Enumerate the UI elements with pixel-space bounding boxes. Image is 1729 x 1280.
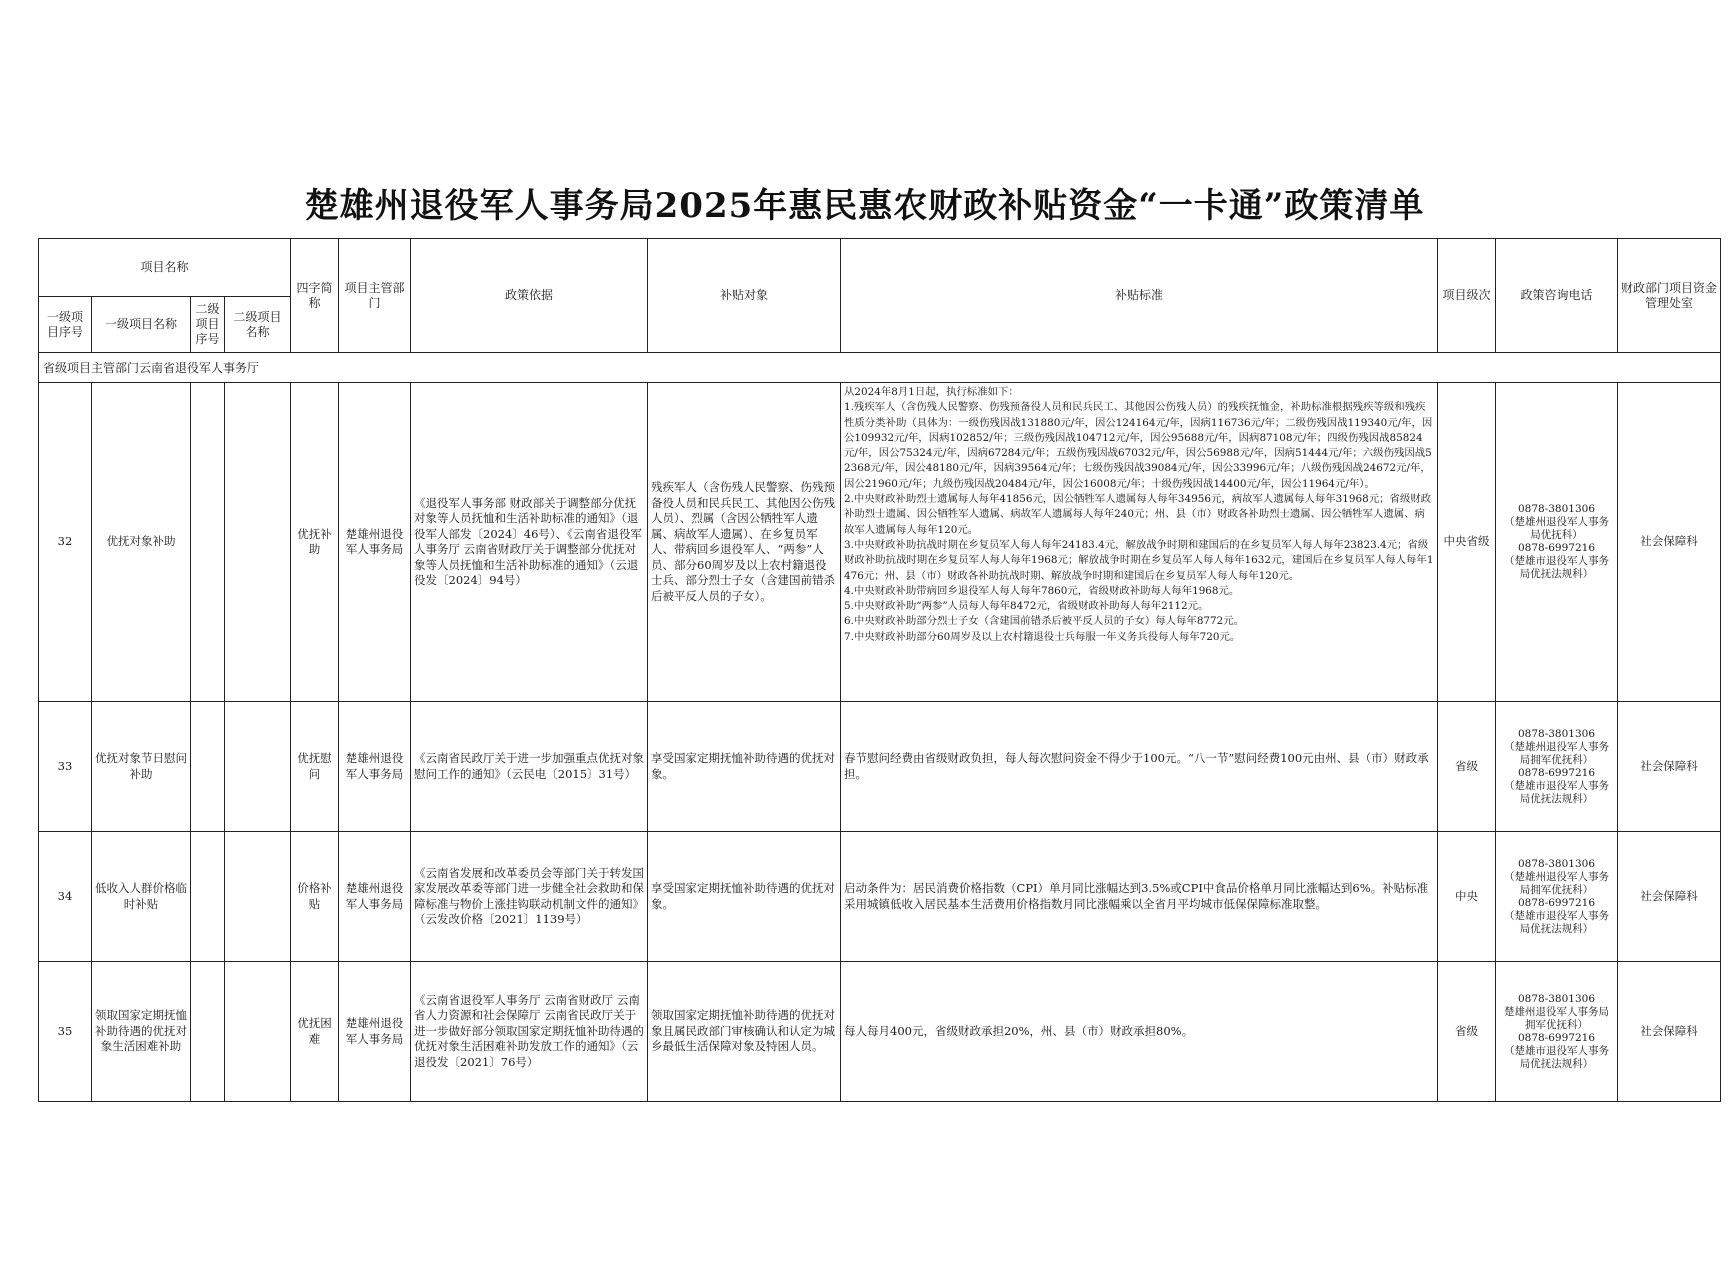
row-basis: 《云南省民政厅关于进一步加强重点优抚对象慰问工作的通知》（云民电〔2015〕31号） — [411, 702, 648, 832]
header-phone: 政策咨询电话 — [1496, 239, 1618, 353]
row-level: 省级 — [1438, 962, 1496, 1102]
phone-number: 0878-3801306 — [1517, 857, 1596, 870]
section-label: 省级项目主管部门云南省退役军人事务厅 — [39, 353, 1721, 383]
phone-number: 0878-3801306 — [1517, 727, 1596, 740]
phone-number: 0878-3801306 — [1517, 992, 1596, 1005]
phone-office: （楚雄市退役军人事务局优抚法规科） — [1504, 1044, 1610, 1070]
standard-line: 1.残疾军人（含伤残人民警察、伤残预备役人员和民兵民工、其他因公伤残人员）的残疾抚恤金，补助标准根据残疾等级和残疾性质分类补助（具体为：一级伤残因战131880元/年，因公124164元/年，因病116736元/年；二级伤残因战119340元/年，因公109932元/年，因病102852/年；三级伤残因战104712元/年，因公95688元/年，因病87108元/年；四级伤残因战85824元/年，因公75324元/年，因病67284元/年；五级伤残因战67032元/年，因公56988元/年，因病51444元/年；六级伤残因战52368元/年，因公48180元/年，因病39564元/年；七级伤残因战39084元/年，因公33996元/年；八级伤残因战24672元/年，因公21960元/年；九级伤残因战20484元/年，因公16008元/年；十级伤残因战14400元/年，因公11964元/年）。 — [844, 401, 1433, 490]
row-phone — [1496, 702, 1618, 832]
table-row — [39, 962, 1721, 1102]
row-phone — [1496, 832, 1618, 962]
phone-number: 0878-6997216 — [1517, 766, 1596, 779]
phone-office: （楚雄市退役军人事务局优抚法规科） — [1504, 909, 1610, 935]
row-l2-name — [225, 962, 291, 1102]
row-level: 省级 — [1438, 702, 1496, 832]
header-l2-name: 二级项目名称 — [225, 297, 291, 353]
row-no: 33 — [39, 702, 92, 832]
row-no: 32 — [39, 383, 92, 702]
row-standard — [841, 383, 1438, 702]
phone-office: （楚雄州退役军人事务局拥军优抚科） — [1504, 740, 1610, 766]
row-level: 中央省级 — [1438, 383, 1496, 702]
table-row — [39, 702, 1721, 832]
row-dept: 楚雄州退役军人事务局 — [339, 962, 411, 1102]
header-office: 财政部门项目资金管理处室 — [1618, 239, 1721, 353]
row-phone — [1496, 962, 1618, 1102]
row-no: 35 — [39, 962, 92, 1102]
row-dept: 楚雄州退役军人事务局 — [339, 832, 411, 962]
row-l2-name — [225, 702, 291, 832]
phone-number: 0878-6997216 — [1517, 542, 1596, 554]
row-office: 社会保障科 — [1618, 702, 1721, 832]
header-standard: 补贴标准 — [841, 239, 1438, 353]
row-standard: 每人每月400元，省级财政承担20%，州、县（市）财政承担80%。 — [841, 962, 1438, 1102]
phone-number: 0878-6997216 — [1517, 896, 1596, 909]
row-l2-no — [191, 832, 225, 962]
header-l2-no: 二级项目序号 — [191, 297, 225, 353]
document-title: 楚雄州退役军人事务局2025年惠民惠农财政补贴资金“一卡通”政策清单 — [304, 186, 1425, 226]
row-l2-no — [191, 702, 225, 832]
phone-office: （楚雄州退役军人事务局拥军优抚科） — [1504, 870, 1610, 896]
standard-line: 7.中央财政补助部分60周岁及以上农村籍退役士兵每服一年义务兵役每人每年720元。 — [844, 630, 1241, 643]
row-standard: 启动条件为：居民消费价格指数（CPI）单月同比涨幅达到3.5%或CPI中食品价格单月同比涨幅达到6%。补贴标准采用城镇低收入居民基本生活费用价格指数月同比涨幅乘以全省月平均城市低保保障标准取整。 — [841, 832, 1438, 962]
header-l1-name: 一级项目名称 — [92, 297, 191, 353]
row-standard: 春节慰问经费由省级财政负担，每人每次慰问资金不得少于100元。“八一节”慰问经费100元由州、县（市）财政承担。 — [841, 702, 1438, 832]
row-short: 优抚慰问 — [291, 702, 339, 832]
policy-table — [38, 238, 1721, 1102]
row-basis: 《退役军人事务部 财政部关于调整部分优抚对象等人员抚恤和生活补助标准的通知》（退役军人部发〔2024〕46号）、《云南省退役军人事务厅 云南省财政厅关于调整部分优抚对象等人员抚恤和生活补助标准的通知》（云退役发〔2024〕94号） — [411, 383, 648, 702]
standard-line: 从2024年8月1日起，执行标准如下： — [844, 386, 1019, 398]
phone-office: （楚雄州退役军人事务局优抚科） — [1504, 516, 1610, 541]
standard-line: 2.中央财政补助烈士遗属每人每年41856元，因公牺牲军人遗属每人每年34956元，病故军人遗属每人每年31968元；省级财政补助烈士遗属、因公牺牲军人遗属、病故军人遗属每人每年240元；州、县（市）财政各补助烈士遗属、因公牺牲军人遗属、病故军人遗属每人每年120元。 — [844, 493, 1432, 536]
row-target: 享受国家定期抚恤补助待遇的优抚对象。 — [648, 832, 841, 962]
standard-line: 6.中央财政补助部分烈士子女（含建国前错杀后被平反人员的子女）每人每年8772元。 — [844, 615, 1245, 628]
row-office: 社会保障科 — [1618, 383, 1721, 702]
phone-office: （楚雄市退役军人事务局优抚法规科） — [1504, 779, 1610, 805]
row-basis: 《云南省退役军人事务厅 云南省财政厅 云南省人力资源和社会保障厅 云南省民政厅关于进一步做好部分领取国家定期抚恤补助待遇的优抚对象生活困难补助发放工作的通知》（云退役发〔2021〕76号） — [411, 962, 648, 1102]
standard-line: 3.中央财政补助抗战时期在乡复员军人每人每年24183.4元，解放战争时期和建国后的在乡复员军人每人每年23823.4元；省级财政补助抗战时期在乡复员军人每人每年1968元；解放战争时期在乡复员军人每人每年1632元，建国后在乡复员军人每人每年1476元；州、县（市）财政各补助抗战时期、解放战争时期和建国后在乡复员军人每人每年120元。 — [844, 538, 1434, 582]
header-short-name: 四字简称 — [291, 239, 339, 353]
row-dept: 楚雄州退役军人事务局 — [339, 702, 411, 832]
row-basis: 《云南省发展和改革委员会等部门关于转发国家发展改革委等部门进一步健全社会救助和保障标准与物价上涨挂钩联动机制文件的通知》（云发改价格〔2021〕1139号） — [411, 832, 648, 962]
phone-number: 0878-3801306 — [1517, 503, 1596, 515]
row-level: 中央 — [1438, 832, 1496, 962]
row-name: 优抚对象补助 — [92, 383, 191, 702]
header-row-1 — [39, 239, 1721, 297]
row-name: 低收入人群价格临时补贴 — [92, 832, 191, 962]
header-project-name: 项目名称 — [39, 239, 291, 297]
row-l2-name — [225, 832, 291, 962]
row-office: 社会保障科 — [1618, 832, 1721, 962]
row-target: 残疾军人（含伤残人民警察、伤残预备役人员和民兵民工、其他因公伤残人员）、烈属（含因公牺牲军人遗属、病故军人遗属）、在乡复员军人、带病回乡退役军人、“两参”人员、部分60周岁及以上农村籍退役士兵、部分烈士子女（含建国前错杀后被平反人员的子女）。 — [648, 383, 841, 702]
row-l2-no — [191, 383, 225, 702]
row-name: 领取国家定期抚恤补助待遇的优抚对象生活困难补助 — [92, 962, 191, 1102]
row-short: 优抚困难 — [291, 962, 339, 1102]
row-phone — [1496, 383, 1618, 702]
phone-number: 0878-6997216 — [1517, 1031, 1596, 1044]
row-l2-no — [191, 962, 225, 1102]
table-row — [39, 832, 1721, 962]
header-target: 补贴对象 — [648, 239, 841, 353]
row-dept: 楚雄州退役军人事务局 — [339, 383, 411, 702]
header-basis: 政策依据 — [411, 239, 648, 353]
section-row — [39, 353, 1721, 383]
row-l2-name — [225, 383, 291, 702]
table-row — [39, 383, 1721, 702]
row-name: 优抚对象节日慰问补助 — [92, 702, 191, 832]
row-target: 享受国家定期抚恤补助待遇的优抚对象。 — [648, 702, 841, 832]
row-short: 优抚补助 — [291, 383, 339, 702]
header-level: 项目级次 — [1438, 239, 1496, 353]
phone-office: 楚雄州退役军人事务局拥军优抚科） — [1504, 1005, 1610, 1031]
standard-line: 4.中央财政补助带病回乡退役军人每人每年7860元，省级财政补助每人每年1968元。 — [844, 584, 1240, 597]
row-short: 价格补贴 — [291, 832, 339, 962]
row-no: 34 — [39, 832, 92, 962]
standard-line: 5.中央财政补助“两参”人员每人每年8472元，省级财政补助每人每年2112元。 — [844, 600, 1209, 613]
header-l1-no: 一级项目序号 — [39, 297, 92, 353]
row-office: 社会保障科 — [1618, 962, 1721, 1102]
phone-office: （楚雄市退役军人事务局优抚法规科） — [1504, 555, 1610, 580]
header-dept: 项目主管部门 — [339, 239, 411, 353]
row-target: 领取国家定期抚恤补助待遇的优抚对象且属民政部门审核确认和认定为城乡最低生活保障对象及特困人员。 — [648, 962, 841, 1102]
